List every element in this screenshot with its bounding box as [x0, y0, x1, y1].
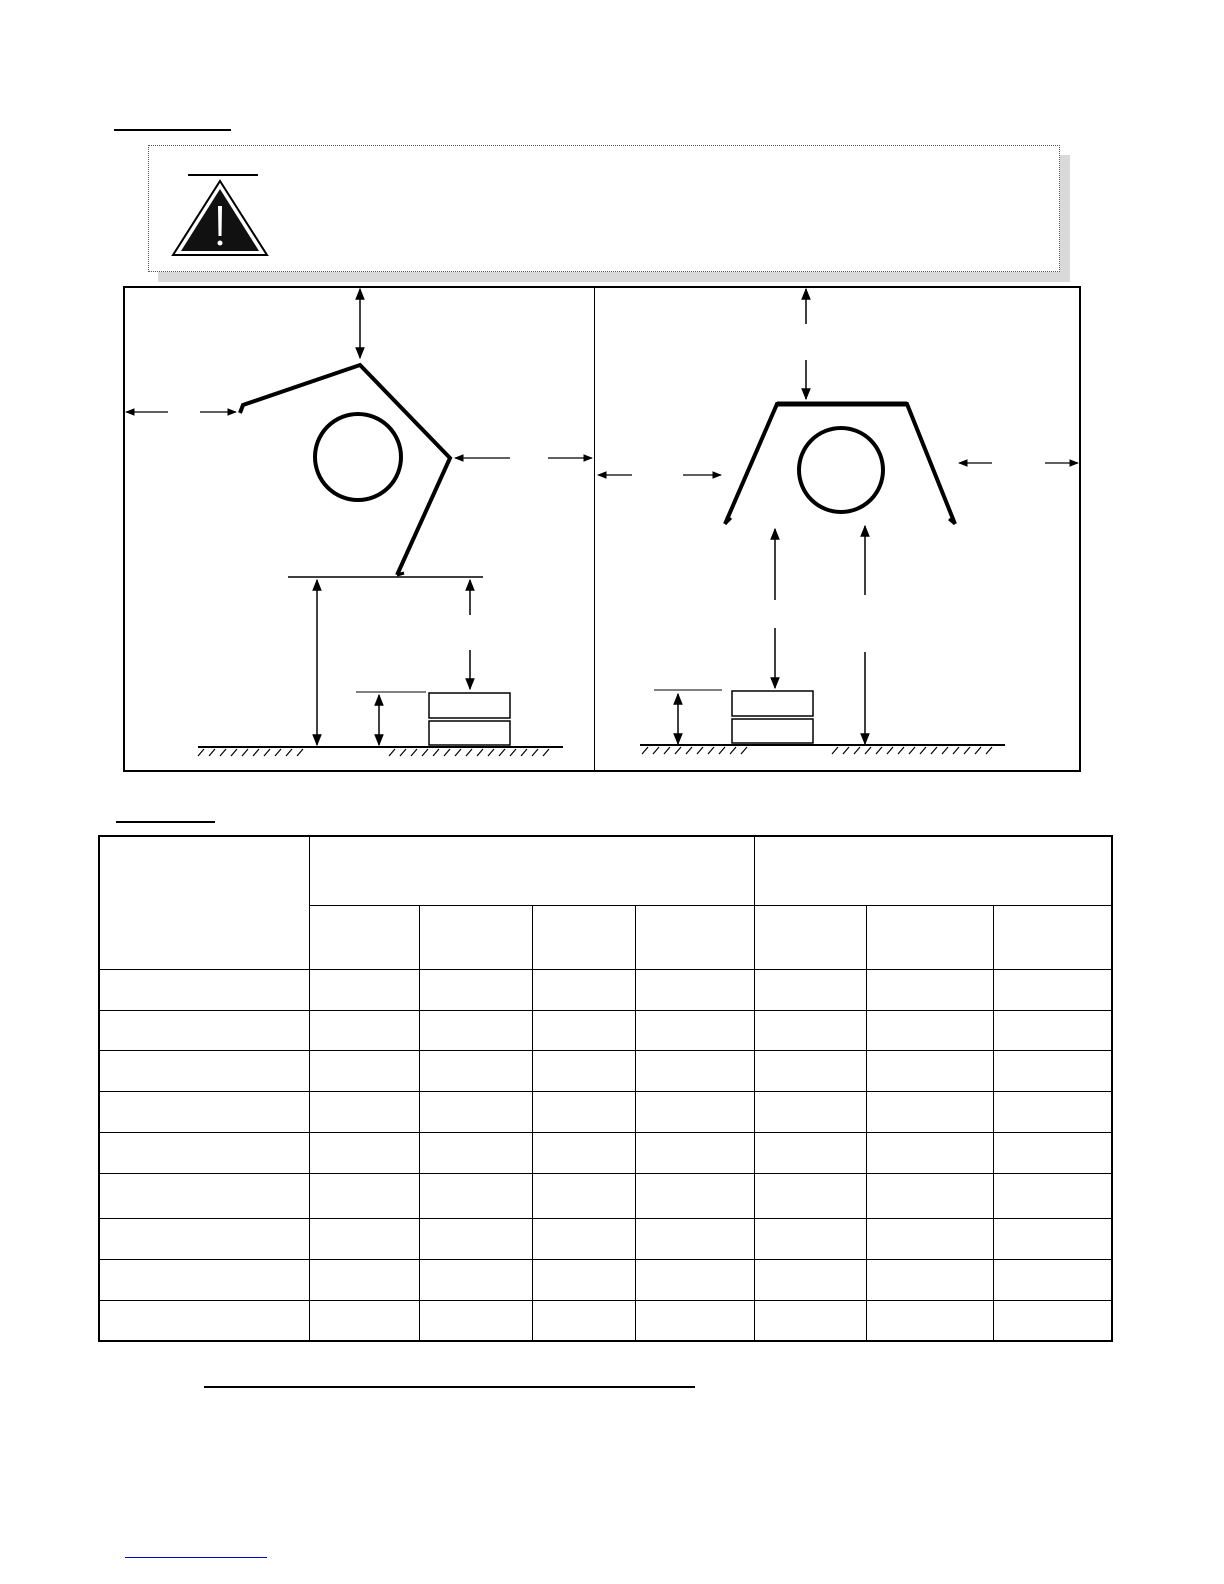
table-header-group-2	[754, 836, 1112, 905]
table-cell	[99, 1091, 309, 1132]
table-cell	[532, 1259, 635, 1300]
table-cell	[99, 1300, 309, 1341]
support-block-right-upper	[732, 691, 813, 716]
table-subheader	[754, 905, 866, 969]
table-cell	[532, 1218, 635, 1259]
table-subheader	[419, 905, 532, 969]
table-cell	[99, 1132, 309, 1173]
table-cell	[309, 1091, 419, 1132]
table-cell	[754, 969, 866, 1010]
section-heading-2-underline	[116, 821, 215, 823]
table-cell	[419, 1218, 532, 1259]
table-cell	[993, 1050, 1112, 1091]
table-row	[99, 1132, 1112, 1173]
left-unit-hood-foot	[397, 573, 404, 575]
table-cell	[532, 1091, 635, 1132]
table-cell	[309, 969, 419, 1010]
table-subheader	[532, 905, 635, 969]
table-row	[99, 969, 1112, 1010]
table-row	[99, 1300, 1112, 1341]
table-cell	[993, 1132, 1112, 1173]
table-cell	[419, 1091, 532, 1132]
table-cell	[309, 1218, 419, 1259]
table-cell	[866, 1259, 993, 1300]
footer-link-underline[interactable]	[125, 1557, 267, 1558]
support-block-left-lower	[429, 721, 510, 745]
ground-hatch-left	[198, 749, 549, 756]
table-cell	[99, 1259, 309, 1300]
table-cell	[993, 1259, 1112, 1300]
table-cell	[993, 1173, 1112, 1218]
table-cell	[635, 1050, 754, 1091]
table-cell	[532, 1010, 635, 1050]
table-cell	[993, 1300, 1112, 1341]
table-row	[99, 1050, 1112, 1091]
table-cell	[309, 1010, 419, 1050]
table-cell	[635, 1091, 754, 1132]
table-subheader	[635, 905, 754, 969]
table-cell	[532, 969, 635, 1010]
table-cell	[993, 969, 1112, 1010]
table-cell	[99, 1218, 309, 1259]
table-cell	[993, 1218, 1112, 1259]
table-header-model	[99, 836, 309, 969]
table-cell	[635, 1300, 754, 1341]
right-unit-wheel	[799, 428, 883, 512]
table-cell	[419, 1132, 532, 1173]
right-unit-panel	[598, 289, 1078, 754]
table-cell	[635, 1173, 754, 1218]
table-cell	[866, 1218, 993, 1259]
table-subheader	[309, 905, 419, 969]
left-unit-wheel	[315, 414, 401, 500]
table-cell	[532, 1132, 635, 1173]
table-cell	[754, 1050, 866, 1091]
table-cell	[309, 1132, 419, 1173]
table-cell	[866, 1173, 993, 1218]
table-row	[99, 1218, 1112, 1259]
table-cell	[99, 1010, 309, 1050]
support-block-right-lower	[732, 719, 813, 743]
table-row	[99, 1259, 1112, 1300]
table-cell	[635, 1259, 754, 1300]
table-cell	[866, 1300, 993, 1341]
table-cell	[99, 1050, 309, 1091]
table-cell	[866, 1050, 993, 1091]
right-unit-hood-feet	[725, 518, 955, 524]
table-row	[99, 1010, 1112, 1050]
table-subheader	[993, 905, 1112, 969]
table-cell	[419, 1300, 532, 1341]
table-cell	[635, 1010, 754, 1050]
table-cell	[754, 1259, 866, 1300]
table-cell	[309, 1050, 419, 1091]
table-cell	[754, 1300, 866, 1341]
support-block-left-upper	[429, 693, 510, 718]
table-cell	[532, 1173, 635, 1218]
left-unit-hood	[240, 365, 450, 575]
table-cell	[866, 1010, 993, 1050]
table-cell	[532, 1050, 635, 1091]
right-unit-hood	[725, 404, 955, 524]
table-cell	[866, 1132, 993, 1173]
table-cell	[309, 1259, 419, 1300]
table-cell	[866, 1091, 993, 1132]
left-unit-panel	[126, 289, 592, 756]
table-cell	[419, 1010, 532, 1050]
table-cell	[309, 1300, 419, 1341]
table-cell	[635, 1132, 754, 1173]
table-cell	[635, 1218, 754, 1259]
ground-hatch-right	[642, 747, 992, 754]
table-row	[99, 1091, 1112, 1132]
table-cell	[754, 1091, 866, 1132]
table-cell	[99, 969, 309, 1010]
table-cell	[754, 1218, 866, 1259]
table-cell	[866, 969, 993, 1010]
table-cell	[754, 1132, 866, 1173]
table-cell	[532, 1300, 635, 1341]
table-subheader	[866, 905, 993, 969]
table-row	[99, 1173, 1112, 1218]
table-header-group-1	[309, 836, 754, 905]
table-cell	[99, 1173, 309, 1218]
table-cell	[419, 1050, 532, 1091]
table-header-row-1	[99, 836, 1112, 905]
table-cell	[993, 1010, 1112, 1050]
table-cell	[754, 1173, 866, 1218]
table-cell	[419, 1173, 532, 1218]
specification-table	[98, 835, 1113, 1342]
note-underline	[204, 1386, 695, 1388]
table-cell	[309, 1173, 419, 1218]
table-cell	[993, 1091, 1112, 1132]
table-cell	[754, 1010, 866, 1050]
table-cell	[419, 969, 532, 1010]
table-cell	[419, 1259, 532, 1300]
table-cell	[635, 969, 754, 1010]
